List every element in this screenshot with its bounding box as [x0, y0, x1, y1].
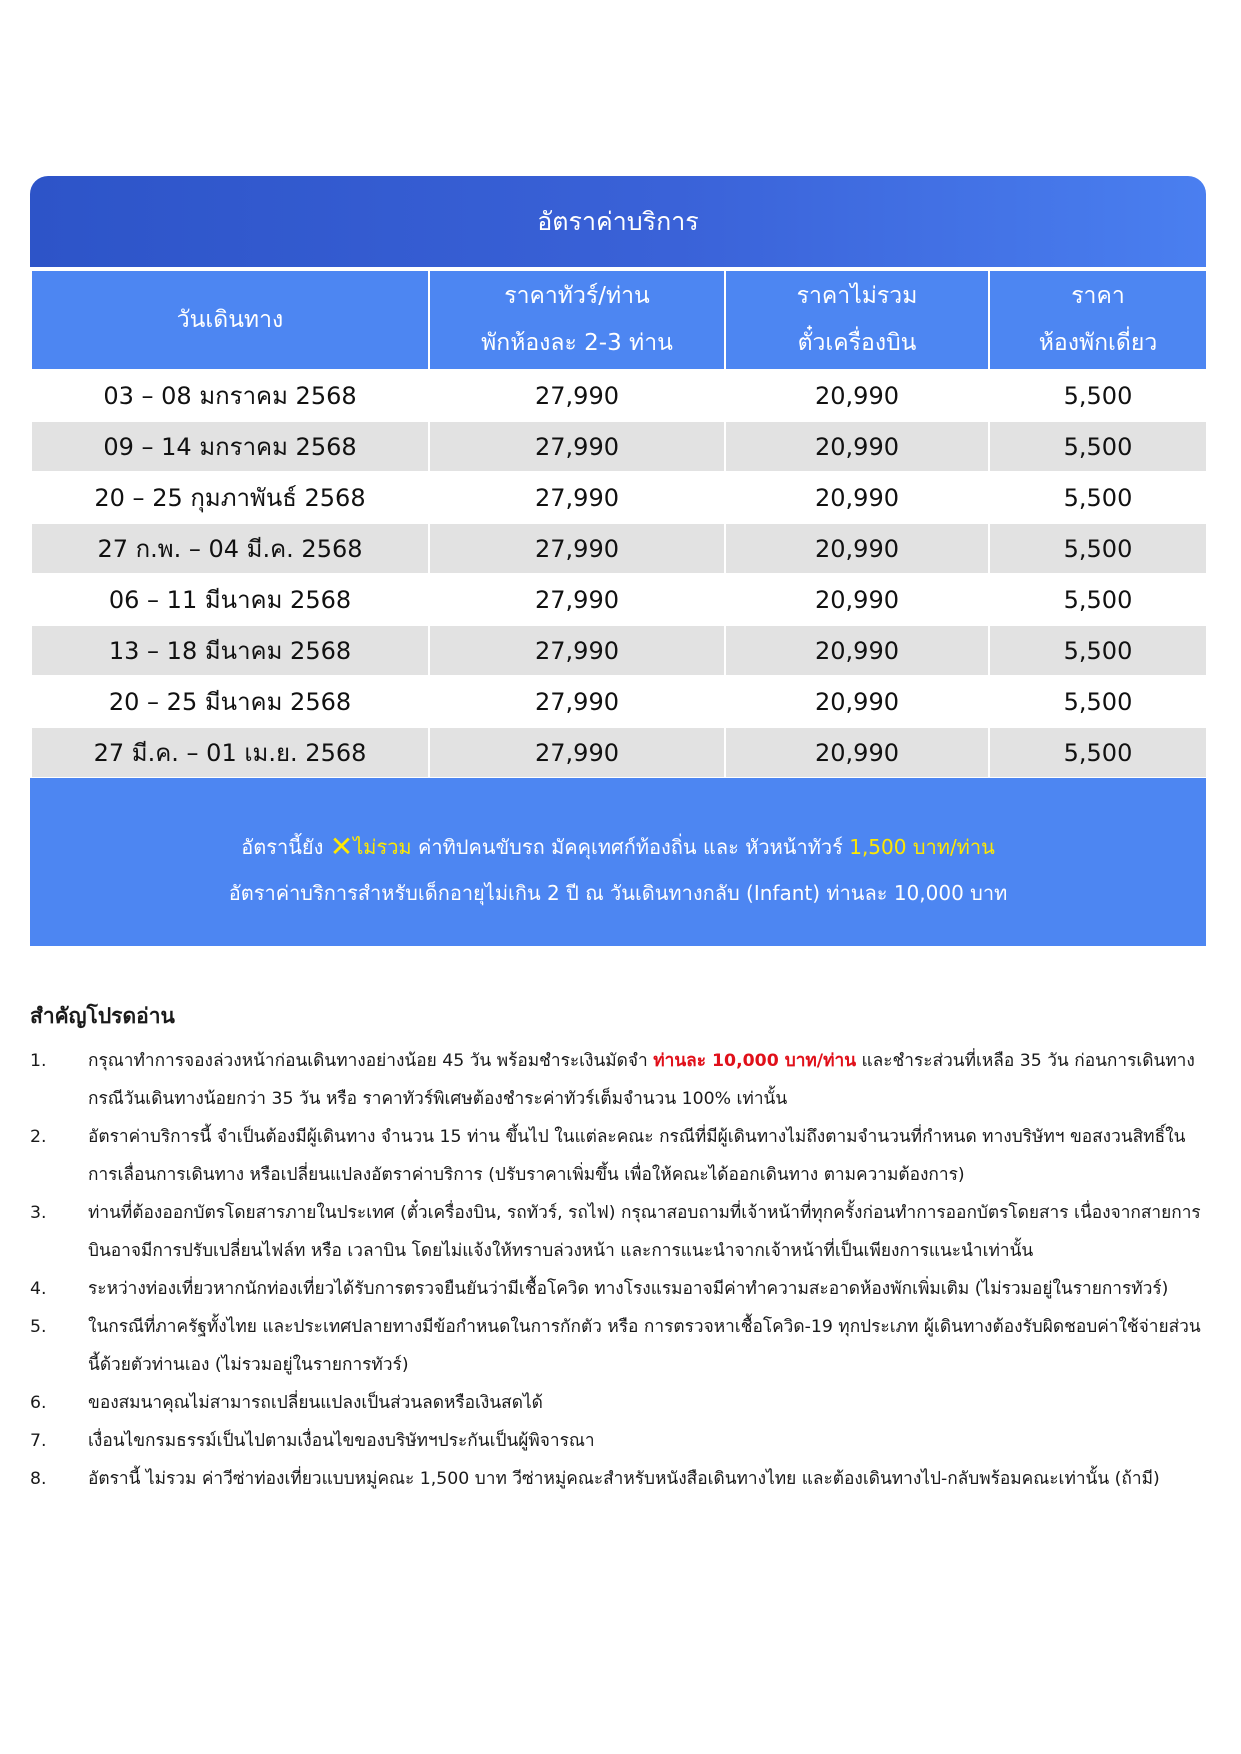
cell-date: 20 – 25 มีนาคม 2568 — [31, 676, 429, 727]
price-table — [30, 269, 1208, 779]
deposit-amount: ท่านละ 10,000 บาท/ท่าน — [653, 1051, 857, 1071]
header-price-no-ticket: ราคาไม่รวม ตั๋วเครื่องบิน — [725, 270, 989, 370]
cell-single-room: 5,500 — [989, 421, 1207, 472]
cell-date: 06 – 11 มีนาคม 2568 — [31, 574, 429, 625]
note-line-1: อัตรานี้ยัง ✕ไม่รวม ค่าทิปคนขับรถ มัคคุเทศก์ท้องถิ่น และ หัวหน้าทัวร์ 1,500 บาท/ท่าน — [241, 830, 995, 863]
cell-price-no-ticket: 20,990 — [725, 370, 989, 421]
rate-note-box — [30, 778, 1206, 946]
cell-date: 27 ก.พ. – 04 มี.ค. 2568 — [31, 523, 429, 574]
list-item: 8. อัตรานี้ ไม่รวม ค่าวีซ่าท่องเที่ยวแบบหมู่คณะ 1,500 บาท วีซ่าหมู่คณะสำหรับหนังสือเดินทางไทย และต้องเดินทางไป-กลับพร้อมคณะเท่านั้น (ถ้ามี) — [30, 1469, 1160, 1489]
cell-single-room: 5,500 — [989, 574, 1207, 625]
header-single-room: ราคา ห้องพักเดี่ยว — [989, 270, 1207, 370]
cell-tour-price: 27,990 — [429, 421, 725, 472]
cell-tour-price: 27,990 — [429, 472, 725, 523]
banner-title: อัตราค่าบริการ — [537, 206, 699, 236]
table-row — [31, 574, 1207, 625]
x-mark-icon: ✕ — [329, 830, 354, 863]
cell-price-no-ticket: 20,990 — [725, 421, 989, 472]
list-item: 6. ของสมนาคุณไม่สามารถเปลี่ยนแปลงเป็นส่วนลดหรือเงินสดได้ — [30, 1393, 543, 1413]
table-row — [31, 523, 1207, 574]
cell-price-no-ticket: 20,990 — [725, 676, 989, 727]
cell-price-no-ticket: 20,990 — [725, 727, 989, 778]
list-item: 3. ท่านที่ต้องออกบัตรโดยสารภายในประเทศ (ตั๋วเครื่องบิน, รถทัวร์, รถไฟ) กรุณาสอบถามที่เจ้าหน้าที่ทุกครั้งก่อนทำการออกบัตรโดยสาร เนื่องจากสายการบินอาจมีการปรับเปลี่ยนไฟล์ท หรือ เวลาบิน โดยไม่แจ้งให้ทราบล่วงหน้า และการแนะนำจากเจ้าหน้าที่เป็นเพียงการแนะนำเท่านั้น — [30, 1203, 1201, 1261]
list-item: 7. เงื่อนไขกรมธรรม์เป็นไปตามเงื่อนไขของบริษัทฯประกันเป็นผู้พิจารณา — [30, 1431, 595, 1451]
cell-date: 13 – 18 มีนาคม 2568 — [31, 625, 429, 676]
cell-price-no-ticket: 20,990 — [725, 523, 989, 574]
header-travel-date: วันเดินทาง — [31, 270, 429, 370]
table-header-row — [31, 270, 1207, 370]
list-item: 4. ระหว่างท่องเที่ยวหากนักท่องเที่ยวได้รับการตรวจยืนยันว่ามีเชื้อโควิด ทางโรงแรมอาจมีค่าทำความสะอาดห้องพักเพิ่มเติม (ไม่รวมอยู่ในรายการทัวร์) — [30, 1279, 1169, 1299]
cell-date: 27 มี.ค. – 01 เม.ย. 2568 — [31, 727, 429, 778]
table-row — [31, 727, 1207, 778]
cell-tour-price: 27,990 — [429, 574, 725, 625]
cell-price-no-ticket: 20,990 — [725, 625, 989, 676]
header-tour-price: ราคาทัวร์/ท่าน พักห้องละ 2-3 ท่าน — [429, 270, 725, 370]
cell-date: 03 – 08 มกราคม 2568 — [31, 370, 429, 421]
cell-date: 20 – 25 กุมภาพันธ์ 2568 — [31, 472, 429, 523]
table-row — [31, 625, 1207, 676]
list-item: 5. ในกรณีที่ภาครัฐทั้งไทย และประเทศปลายทางมีข้อกำหนดในการกักตัว หรือ การตรวจหาเชื้อโควิด-19 ทุกประเภท ผู้เดินทางต้องรับผิดชอบค่าใช้จ่ายส่วนนี้ด้วยตัวท่านเอง (ไม่รวมอยู่ในรายการทัวร์) — [30, 1317, 1201, 1375]
note-line-2: อัตราค่าบริการสำหรับเด็กอายุไม่เกิน 2 ปี ณ วันเดินทางกลับ (Infant) ท่านละ 10,000 บาท — [228, 881, 1008, 905]
cell-single-room: 5,500 — [989, 370, 1207, 421]
cell-single-room: 5,500 — [989, 676, 1207, 727]
important-title: สำคัญโปรดอ่าน — [30, 1004, 175, 1028]
cell-tour-price: 27,990 — [429, 370, 725, 421]
important-section — [30, 996, 1210, 1498]
table-row — [31, 421, 1207, 472]
cell-tour-price: 27,990 — [429, 625, 725, 676]
table-row — [31, 472, 1207, 523]
cell-tour-price: 27,990 — [429, 727, 725, 778]
cell-single-room: 5,500 — [989, 625, 1207, 676]
cell-tour-price: 27,990 — [429, 676, 725, 727]
cell-single-room: 5,500 — [989, 727, 1207, 778]
tip-amount: 1,500 บาท/ท่าน — [849, 835, 995, 859]
list-item: 1. กรุณาทำการจองล่วงหน้าก่อนเดินทางอย่างน้อย 45 วัน พร้อมชำระเงินมัดจำ ท่านละ 10,000 บาท/ท่าน และชำระส่วนที่เหลือ 35 วัน ก่อนการเดินทาง กรณีวันเดินทางน้อยกว่า 35 วัน หรือ ราคาทัวร์พิเศษต้องชำระค่าทัวร์เต็มจำนวน 100% เท่านั้น — [30, 1051, 1195, 1109]
cell-date: 09 – 14 มกราคม 2568 — [31, 421, 429, 472]
list-item: 2. อัตราค่าบริการนี้ จำเป็นต้องมีผู้เดินทาง จำนวน 15 ท่าน ขึ้นไป ในแต่ละคณะ กรณีที่มีผู้เดินทางไม่ถึงตามจำนวนที่กำหนด ทางบริษัทฯ ขอสงวนสิทธิ์ในการเลื่อนการเดินทาง หรือเปลี่ยนแปลงอัตราค่าบริการ (ปรับราคาเพิ่มขึ้น เพื่อให้คณะได้ออกเดินทาง ตามความต้องการ) — [30, 1127, 1186, 1185]
cell-single-room: 5,500 — [989, 523, 1207, 574]
cell-tour-price: 27,990 — [429, 523, 725, 574]
rate-banner — [30, 176, 1206, 267]
not-included-label: ไม่รวม — [353, 835, 412, 859]
table-row — [31, 676, 1207, 727]
cell-price-no-ticket: 20,990 — [725, 472, 989, 523]
table-row — [31, 370, 1207, 421]
cell-single-room: 5,500 — [989, 472, 1207, 523]
cell-price-no-ticket: 20,990 — [725, 574, 989, 625]
